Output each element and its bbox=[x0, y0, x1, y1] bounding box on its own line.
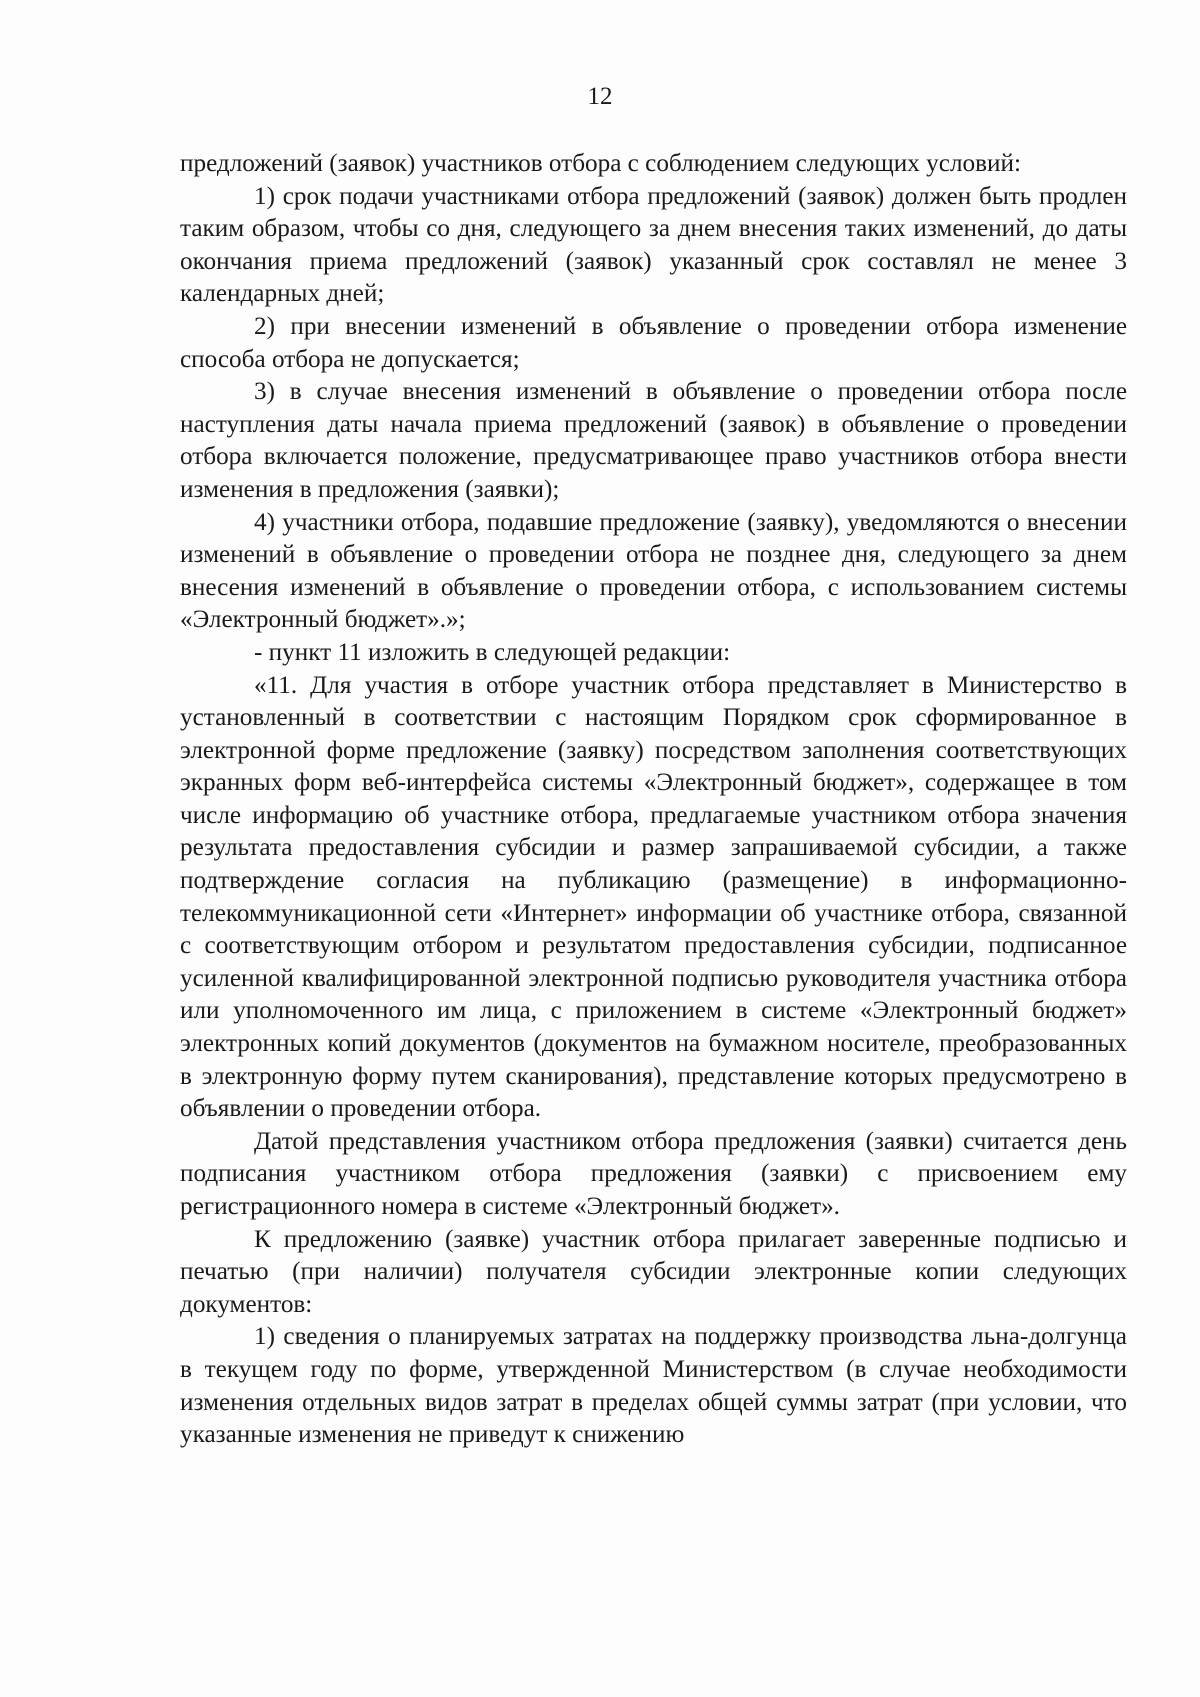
paragraph-attachments: К предложению (заявке) участник отбора прилагает заверенные подписью и печатью (при наличии) получателя субсидии электронные копии следующих документов: bbox=[180, 1225, 1127, 1318]
paragraph-item-4: 4) участники отбора, подавшие предложение (заявку), уведомляются о внесении изменений в объявление о проведении отбора не позднее дня, следующего за днем внесения изменений в объявление о проведении отбора, с использованием системы «Электронный бюджет».»; bbox=[180, 508, 1127, 634]
paragraph-item-1: 1) срок подачи участниками отбора предложений (заявок) должен быть продлен таким образом, чтобы со дня, следующего за днем внесения таких изменений, до даты окончания приема предложений (заявок) указанный срок составлял не менее 3 календарных дней; bbox=[180, 182, 1127, 308]
document-body bbox=[180, 148, 1127, 1452]
paragraph-item-2: 2) при внесении изменений в объявление о проведении отбора изменение способа отбора не допускается; bbox=[180, 312, 1127, 373]
paragraph-amendment-point-11: - пункт 11 изложить в следующей редакции: bbox=[254, 638, 731, 666]
paragraph-point-11: «11. Для участия в отборе участник отбора представляет в Министерство в установленный в соответствии с настоящим Порядком срок сформированное в электронной форме предложение (заявку) посредством заполнения соответствующих экранных форм веб-интерфейса системы «Электронный бюджет», содержащее в том числе информацию об участнике отбора, предлагаемые участником отбора значения результата предоставления субсидии и размер запрашиваемой субсидии, а также подтверждение согласия на публикацию (размещение) в информационно-телекоммуникационной сети «Интернет» информации об участнике отбора, связанной с соответствующим отбором и результатом предоставления субсидии, подписанное усиленной квалифицированной электронной подписью руководителя участника отбора или уполномоченного им лица, с приложением в системе «Электронный бюджет» электронных копий документов (документов на бумажном носителе, преобразованных в электронную форму путем сканирования), представление которых предусмотрено в объявлении о проведении отбора. bbox=[180, 671, 1127, 1123]
paragraph-submission-date: Датой представления участником отбора предложения (заявки) считается день подписания участником отбора предложения (заявки) с присвоением ему регистрационного номера в системе «Электронный бюджет». bbox=[180, 1127, 1127, 1220]
paragraph-attachment-item-1: 1) сведения о планируемых затратах на поддержку производства льна-долгунца в текущем году по форме, утвержденной Министерством (в случае необходимости изменения отдельных видов затрат в пределах общей суммы затрат (при условии, что указанные изменения не приведут к снижению bbox=[180, 1323, 1127, 1449]
page-number: 12 bbox=[587, 83, 613, 110]
paragraph-item-3: 3) в случае внесения изменений в объявление о проведении отбора после наступления даты начала приема предложений (заявок) в объявление о проведении отбора включается положение, предусматривающее право участников отбора внести изменения в предложения (заявки); bbox=[180, 378, 1127, 503]
paragraph-continuation: предложений (заявок) участников отбора с соблюдением следующих условий: bbox=[180, 150, 1021, 177]
